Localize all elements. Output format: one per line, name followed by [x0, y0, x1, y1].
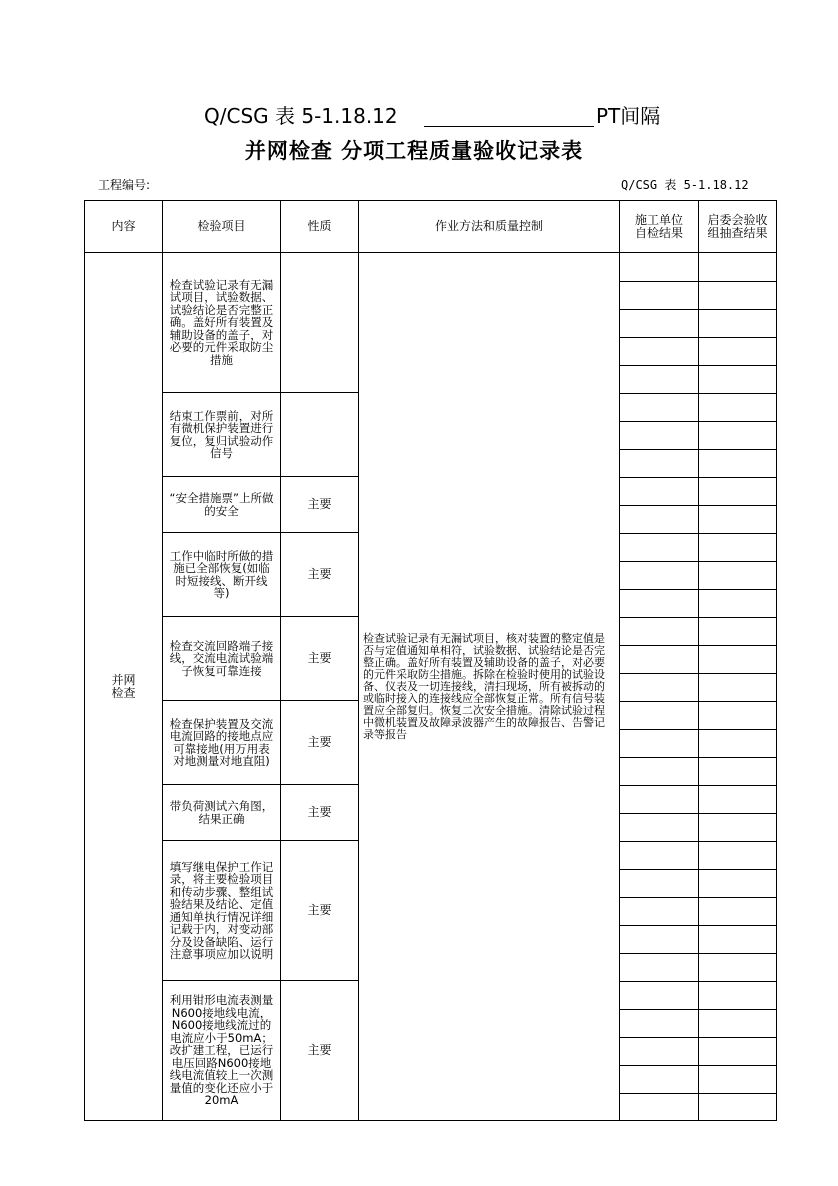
self-check-cell[interactable] — [620, 366, 698, 393]
committee-check-cell[interactable] — [699, 786, 776, 813]
self-check-cell[interactable] — [620, 506, 698, 533]
self-check-cell[interactable] — [620, 590, 698, 617]
page-title: 并网检查 分项工程质量验收记录表 — [244, 139, 584, 163]
committee-check-cell[interactable] — [699, 1094, 776, 1120]
committee-check-cell[interactable] — [699, 926, 776, 953]
self-check-cell[interactable] — [620, 842, 698, 869]
self-check-cell[interactable] — [620, 450, 698, 477]
header-content: 内容 — [111, 219, 136, 233]
inspection-item: 利用钳形电流表测量N600接地线电流，N600接地线流过的电流应小于50mA；改扩建工程，已运行电压回路N600接地线电流值较上一次测量值的变化还应小于20mA — [169, 993, 274, 1108]
committee-check-cell[interactable] — [699, 954, 776, 981]
form-code-right: Q/CSG 表 5-1.18.12 — [621, 178, 749, 192]
self-check-cell[interactable] — [620, 730, 698, 757]
blank-underline — [424, 126, 594, 127]
committee-check-cell[interactable] — [699, 618, 776, 645]
form-code-line — [0, 100, 838, 130]
committee-check-cell[interactable] — [699, 422, 776, 449]
committee-check-cell[interactable] — [699, 702, 776, 729]
self-check-cell[interactable] — [620, 646, 698, 673]
method-description: 检查试验记录有无漏试项目，核对装置的整定值是否与定值通知单相符，试验数据、试验结论是否完整正确。盖好所有装置及辅助设备的盖子，对必要的元件采取防尘措施。拆除在检验时使用的试验设备、仪表及一切连接线，清扫现场，所有被拆动的或临时接入的连接线应全部恢复正常。所有信号装置应全部复归。恢复二次安全措施。清除试验过程中微机装置及故障录波器产生的故障报告、告警记录等报告 — [363, 631, 605, 741]
inspection-item: 检查保护装置及交流电流回路的接地点应可靠接地(用万用表对地测量对地直阻) — [169, 716, 274, 768]
header-nature: 性质 — [307, 219, 332, 233]
committee-check-cell[interactable] — [699, 590, 776, 617]
nature-value: 主要 — [307, 1043, 332, 1057]
self-check-cell[interactable] — [620, 310, 698, 337]
nature-value: 主要 — [307, 497, 332, 511]
committee-check-cell[interactable] — [699, 338, 776, 365]
self-check-cell[interactable] — [620, 1038, 698, 1065]
nature-value: 主要 — [307, 735, 332, 749]
self-check-cell[interactable] — [620, 534, 698, 561]
self-check-cell[interactable] — [620, 758, 698, 785]
self-check-cell[interactable] — [620, 674, 698, 701]
nature-value — [281, 253, 358, 392]
inspection-item: 填写继电保护工作记录，将主要检验项目和传动步骤、整组试验结果及结论、定值通知单执行情况详细记载于内，对变动部分及设备缺陷、运行注意事项应加以说明 — [169, 859, 274, 961]
self-check-cell[interactable] — [620, 1094, 698, 1120]
committee-check-cell[interactable] — [699, 982, 776, 1009]
committee-check-cell[interactable] — [699, 282, 776, 309]
inspection-item: 带负荷测试六角图，结果正确 — [169, 799, 274, 826]
form-suffix: PT间隔 — [596, 104, 661, 128]
nature-value: 主要 — [307, 651, 332, 665]
self-check-cell[interactable] — [620, 1066, 698, 1093]
committee-check-cell[interactable] — [699, 870, 776, 897]
self-check-cell[interactable] — [620, 702, 698, 729]
self-check-cell[interactable] — [620, 870, 698, 897]
self-check-cell[interactable] — [620, 814, 698, 841]
self-check-cell[interactable] — [620, 478, 698, 505]
inspection-item: 结束工作票前，对所有微机保护装置进行复位，复归试验动作信号 — [169, 408, 274, 460]
header-self-check: 施工单位 自检结果 — [634, 212, 683, 240]
self-check-cell[interactable] — [620, 394, 698, 421]
committee-check-cell[interactable] — [699, 254, 776, 281]
committee-check-cell[interactable] — [699, 730, 776, 757]
inspection-item: 检查试验记录有无漏试项目，试验数据、试验结论是否完整正确。盖好所有装置及辅助设备的盖子，对必要的元件采取防尘措施 — [169, 277, 274, 367]
form-code: Q/CSG 表 5-1.18.12 — [204, 104, 398, 128]
committee-check-cell[interactable] — [699, 506, 776, 533]
self-check-cell[interactable] — [620, 786, 698, 813]
self-check-cell[interactable] — [620, 282, 698, 309]
committee-check-cell[interactable] — [699, 534, 776, 561]
committee-check-cell[interactable] — [699, 478, 776, 505]
self-check-cell[interactable] — [620, 926, 698, 953]
self-check-cell[interactable] — [620, 422, 698, 449]
committee-check-cell[interactable] — [699, 310, 776, 337]
self-check-cell[interactable] — [620, 618, 698, 645]
inspection-item: 工作中临时所做的措施已全部恢复(如临时短接线、断开线等) — [169, 548, 274, 600]
header-committee-check: 启委会验收 组抽查结果 — [707, 212, 768, 240]
self-check-cell[interactable] — [620, 982, 698, 1009]
committee-check-cell[interactable] — [699, 646, 776, 673]
committee-check-cell[interactable] — [699, 394, 776, 421]
committee-check-cell[interactable] — [699, 674, 776, 701]
committee-check-cell[interactable] — [699, 450, 776, 477]
header-method: 作业方法和质量控制 — [434, 219, 543, 233]
committee-check-cell[interactable] — [699, 758, 776, 785]
self-check-cell[interactable] — [620, 254, 698, 281]
inspection-item: 检查交流回路端子接线，交流电流试验端子恢复可靠连接 — [169, 638, 274, 678]
committee-check-cell[interactable] — [699, 814, 776, 841]
committee-check-cell[interactable] — [699, 898, 776, 925]
inspection-item: “安全措施票”上所做的安全 — [169, 491, 274, 518]
committee-check-cell[interactable] — [699, 562, 776, 589]
self-check-cell[interactable] — [620, 562, 698, 589]
header-inspection-item: 检验项目 — [197, 219, 246, 233]
self-check-cell[interactable] — [620, 338, 698, 365]
self-check-cell[interactable] — [620, 1010, 698, 1037]
nature-value: 主要 — [307, 805, 332, 819]
project-no-label: 工程编号: — [98, 178, 151, 192]
nature-value — [281, 393, 358, 476]
self-check-cell[interactable] — [620, 898, 698, 925]
nature-value: 主要 — [307, 567, 332, 581]
nature-value: 主要 — [307, 903, 332, 917]
section-label: 并网检查 — [111, 672, 136, 700]
committee-check-cell[interactable] — [699, 1038, 776, 1065]
committee-check-cell[interactable] — [699, 1066, 776, 1093]
committee-check-cell[interactable] — [699, 842, 776, 869]
committee-check-cell[interactable] — [699, 1010, 776, 1037]
self-check-cell[interactable] — [620, 954, 698, 981]
committee-check-cell[interactable] — [699, 366, 776, 393]
